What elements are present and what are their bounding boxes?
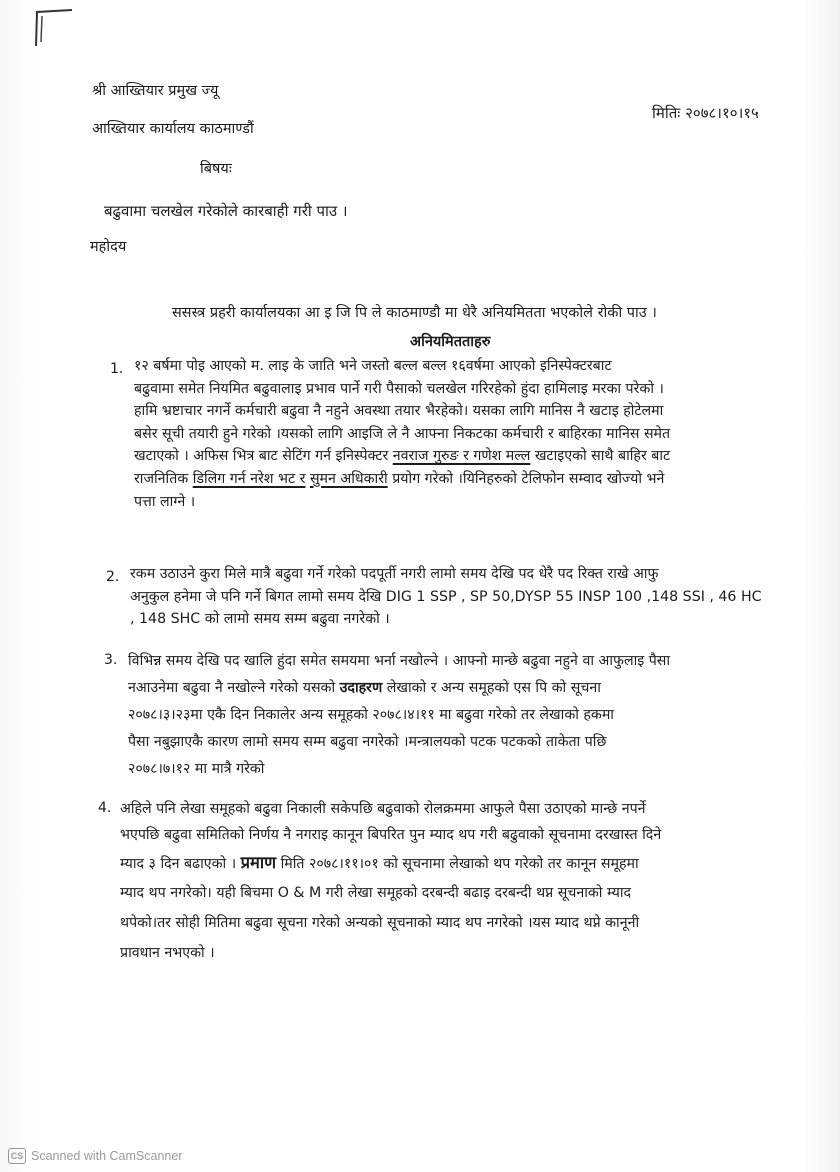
item-line: १२ बर्षमा पोइ आएको म. लाइ के जाति भने जस्तो बल्ल बल्ल १६वर्षमा आएको इनिस्पेक्टरबाट [134, 358, 612, 374]
watermark-text: Scanned with CamScanner [31, 1149, 183, 1163]
list-item-4 [120, 796, 810, 968]
corner-staple-mark [28, 6, 78, 50]
letter-date: मितिः २०७८।१०।१५ [652, 104, 759, 122]
addressee-line-2: आख्तियार कार्यालय काठमाण्डौं [92, 121, 254, 137]
item-line [134, 468, 824, 491]
item-number: 1. [110, 361, 124, 377]
text-segment: म्याद ३ दिन बढाएको । [120, 856, 241, 872]
item-line: पत्ता लाग्ने । [134, 493, 196, 510]
item-line: भएपछि बढुवा समितिको निर्णय नै नगराइ कानून बिपरित पुन म्याद थप गरी बढुवाको सूचनामा दरखास्त दिने [120, 827, 662, 843]
item-line [120, 848, 810, 878]
underlined-names: नवराज गुरुङ र गणेश मल्ल [392, 448, 531, 465]
item-line: २०७८।७।१२ मा मात्रै गरेको [128, 761, 265, 777]
item-number: 3. [104, 652, 118, 668]
item-line: अहिले पनि लेखा समूहको बढुवा निकाली सकेपछि बढुवाको रोलक्रममा आफुले पैसा उठाएको मान्छे नपर्ने [120, 801, 646, 817]
camscanner-logo-icon: CS [8, 1148, 26, 1164]
item-number: 4. [98, 800, 112, 816]
underlined-names: सुमन अधिकारी [309, 470, 388, 487]
item-line: हामि भ्रष्टाचार नगर्ने कर्मचारी बढुवा नै नहुने अवस्था तयार भैरहेको। यसका लागि मानिस नै खटाइ होटेलमा [134, 403, 664, 420]
subject-text: बढुवामा चलखेल गरेकोले कारबाही गरी पाउ । [104, 202, 348, 220]
item-line [134, 445, 824, 468]
section-heading: अनियमितताहरु [410, 334, 491, 350]
underlined-names: डिलिग गर्न नरेश भट र [192, 470, 306, 487]
text-segment: प्रयोग गरेको ।यिनिहरुको टेलिफोन सम्वाद खोज्यो भने [387, 470, 665, 487]
item-line: म्याद थप नगरेको। यही बिचमा O & M गरी लेखा समूहको दरबन्दी बढाइ दरबन्दी थप्न सूचनाको म्याद [120, 885, 632, 901]
text-segment: राजनितिक [134, 470, 193, 487]
item-line: , 148 SHC को लामो समय सम्म बढुवा नगरेको । [130, 611, 390, 628]
list-item-3 [128, 648, 818, 783]
text-segment: खटाएको । अफिस भित्र बाट सेटिंग गर्न इनिस्पेक्टर [134, 448, 393, 465]
item-line: बढुवामा समेत नियमित बढुवालाइ प्रभाव पार्ने गरी पैसाको चलखेल गरिरहेको हुंदा हामिलाइ मरका परेको । [134, 380, 664, 397]
subject-label: बिषयः [200, 161, 232, 177]
item-line: २०७८।३।२३मा एकै दिन निकालेर अन्य समूहको २०७८।४।११ मा बढुवा गरेको तर लेखाको हकमा [128, 707, 614, 723]
salutation: महोदय [90, 239, 127, 255]
list-item-1 [134, 355, 824, 513]
text-segment: नआउनेमा बढुवा नै नखोल्ने गरेको यसको [128, 680, 340, 696]
list-item-2 [130, 563, 820, 631]
item-line: थपेको।तर सोही मितिमा बढुवा सूचना गरेको अन्यको सूचनाको म्याद थप नगरेको ।यस म्याद थप्ने कानूनी [120, 915, 640, 931]
item-line: विभिन्न समय देखि पद खालि हुंदा समेत समयमा भर्ना नखोल्ने । आफ्नो मान्छे बढुवा नहुने वा आफुलाइ पैसा [128, 653, 671, 669]
text-segment: मिति २०७८।११।०१ को सूचनामा लेखाको थप गरेको तर कानून समूहमा [276, 856, 639, 872]
item-line: प्रावधान नभएको । [120, 945, 215, 961]
bold-word: उदाहरण [339, 680, 383, 696]
intro-paragraph: ससस्त्र प्रहरी कार्यालयका आ इ जि पि ले काठमाण्डौ मा धेरै अनियमितता भएकोले रोकी पाउ । [172, 305, 657, 321]
item-line: बसेर सूची तयारी हुने गरेको ।यसको लागि आइजि ले नै आफ्ना निकटका कर्मचारी र बाहिरका मानिस समेत [134, 425, 671, 442]
item-line: रकम उठाउने कुरा मिले मात्रै बढुवा गर्ने गरेको पदपूर्ती नगरी लामो समय देखि पद धेरै पद रिक्त राखे आफु [130, 566, 659, 582]
text-segment: लेखाको र अन्य समूहको एस पि को सूचना [382, 680, 601, 696]
text-segment: खटाइएको साथै बाहिर बाट [530, 448, 671, 465]
item-line: अनुकुल हनेमा जे पनि गर्ने बिगत लामो समय देखि DIG 1 SSP , SP 50,DYSP 55 INSP 100 ,148 SSI , 46 HC [130, 588, 762, 605]
item-number: 2. [106, 569, 120, 585]
bold-word: प्रमाण [240, 853, 277, 872]
addressee-line-1: श्री आख्तियार प्रमुख ज्यू [92, 83, 219, 99]
item-line [128, 675, 818, 702]
item-line: पैसा नबुझाएकै कारण लामो समय सम्म बढुवा नगरेको ।मन्त्रालयको पटक पटकको ताकेता पछि [128, 734, 607, 750]
scanner-watermark [8, 1148, 182, 1164]
